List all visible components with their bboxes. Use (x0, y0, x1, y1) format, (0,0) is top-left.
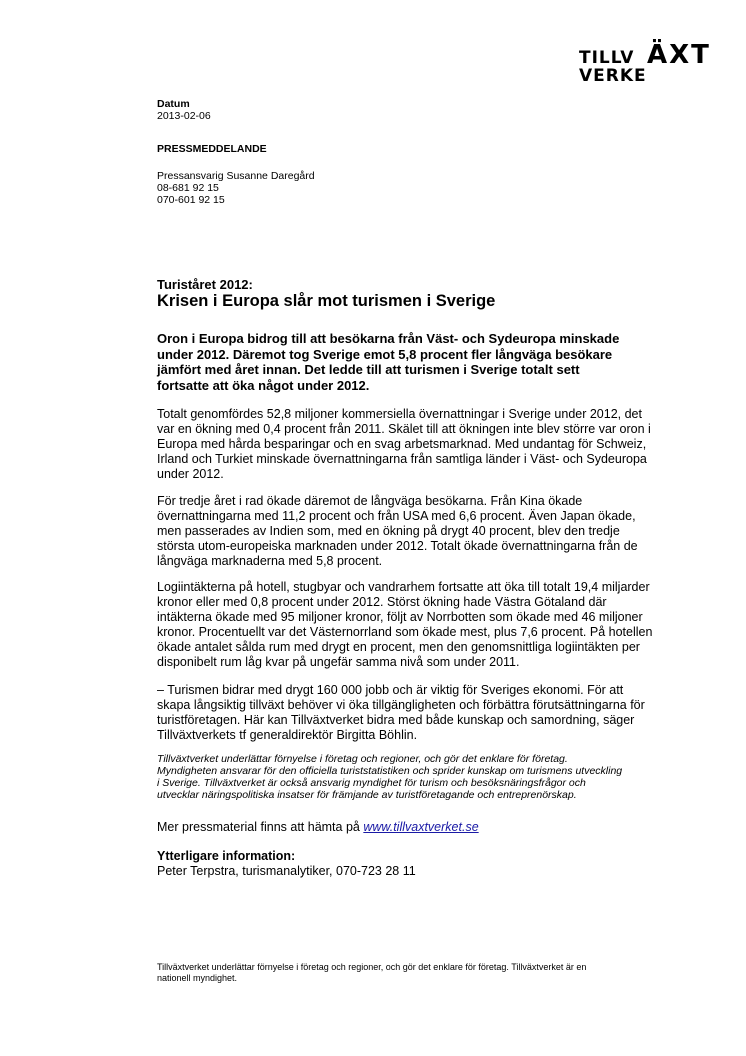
lead-line: under 2012. Däremot tog Sverige emot 5,8 procent fler långväga besökare (157, 346, 613, 362)
lead-paragraph (157, 331, 657, 393)
logo-line-2: VERKE (579, 66, 647, 86)
logo-big-letters: ÄXT (647, 40, 711, 70)
logo-line-1: TILLV (579, 48, 635, 68)
text-line: Myndigheten ansvarar för den officiella turiststatistiken och sprider kunskap om turismens utveckling (157, 765, 623, 777)
text-line: Tillväxtverkets tf generaldirektör Birgitta Böhlin. (157, 728, 418, 742)
lead-line: jämfört med året innan. Det ledde till att turismen i Sverige totalt sett (157, 362, 580, 377)
text-line: i Sverige. Tillväxtverket är också ansvarig myndighet för turism och besöksnäringsfrågor och (157, 777, 586, 789)
footer-line: nationell myndighet. (157, 973, 238, 983)
quote-paragraph (157, 683, 657, 743)
body-paragraph-3 (157, 580, 657, 670)
text-line: Europa med hårda besparingar och en svag arbetsmarknad. Med undantag för Schweiz, (157, 437, 647, 451)
document-type: PRESSMEDDELANDE (157, 143, 267, 155)
text-line: Totalt genomfördes 52,8 miljoner kommersiella övernattningar i Sverige under 2012, det (157, 407, 642, 421)
text-line: intäkterna ökade med 95 miljoner kronor, följt av Norrbotten som ökade med 46 miljoner (157, 610, 643, 624)
text-line: övernattningarna med 11,2 procent och från USA med 6,6 procent. Även Japan ökade, (157, 509, 636, 523)
press-contact-name: Pressansvarig Susanne Daregård (157, 170, 315, 182)
text-line: men passerades av Indien som, med en ökning på drygt 40 procent, blev den tredje (157, 524, 620, 538)
date-label: Datum (157, 98, 190, 110)
text-line: största utom-europeiska marknaden under 2012. Totalt ökade övernattningarna från de (157, 539, 638, 553)
text-line: disponibelt rum låg kvar på ungefär samma nivå som under 2011. (157, 655, 520, 669)
text-line: kronor eller med 0,8 procent under 2012. Störst ökning hade Västra Götaland där (157, 595, 607, 609)
more-material-line (157, 820, 657, 835)
footer-line: Tillväxtverket underlättar förnyelse i företag och regioner, och gör det enklare för företag. Tillväxtverket är en (157, 962, 587, 972)
press-contact-phone-2: 070-601 92 15 (157, 194, 225, 206)
lead-line: fortsatte att öka något under 2012. (157, 377, 370, 393)
text-line: Logiintäkterna på hotell, stugbyar och vandrarhem fortsatte att öka till totalt 19,4 miljarder (157, 580, 650, 594)
text-line: långväga marknaderna med 5,8 procent. (157, 554, 383, 568)
further-info-contact: Peter Terpstra, turismanalytiker, 070-723 28 11 (157, 864, 416, 878)
text-line: Tillväxtverket underlättar förnyelse i företag och regioner, och gör det enklare för företag. (157, 753, 568, 765)
text-line: Irland och Turkiet minskade övernattningarna från samtliga länder i Väst- och Sydeuropa (157, 452, 647, 466)
website-link[interactable]: www.tillvaxtverket.se (363, 820, 479, 834)
text-line: – Turismen bidrar med drygt 160 000 jobb och är viktig för Sveriges ekonomi. För att (157, 683, 624, 697)
text-line: utvecklar näringspolitiska insatser för främjande av turistföretagande och entreprenörskap. (157, 789, 577, 801)
text-line: var en ökning med 0,4 procent från 2011. Skälet till att ökningen inte blev större var oron i (157, 422, 651, 436)
press-contact-phone-1: 08-681 92 15 (157, 182, 219, 194)
body-paragraph-2 (157, 494, 657, 569)
lead-line: Oron i Europa bidrog till att besökarna från Väst- och Sydeuropa minskade (157, 331, 620, 346)
body-paragraph-1 (157, 407, 657, 482)
text-line: kronor. Procentuellt var det Västernorrland som ökade mest, plus 7,6 procent. På hotellen (157, 625, 653, 639)
date-value: 2013-02-06 (157, 110, 211, 122)
text-line: under 2012. (157, 467, 224, 481)
more-material-text: Mer pressmaterial finns att hämta på (157, 820, 364, 834)
article-kicker: Turiståret 2012: (157, 277, 253, 292)
text-line: ökade antalet sålda rum med drygt en procent, men den genomsnittliga logiintäkten per (157, 640, 640, 654)
about-agency-paragraph (157, 753, 657, 801)
text-line: skapa långsiktig tillväxt behöver vi öka tillgängligheten och förbättra förutsättningarna för (157, 698, 645, 712)
article-title: Krisen i Europa slår mot turismen i Sverige (157, 292, 496, 310)
further-info-heading: Ytterligare information: (157, 849, 296, 863)
page-footer (157, 962, 677, 984)
text-line: För tredje året i rad ökade däremot de långväga besökarna. Från Kina ökade (157, 494, 583, 508)
tillvaxtverket-logo (579, 40, 711, 86)
text-line: turistföretagen. Här kan Tillväxtverket bidra med både kunskap och samordning, säger (157, 713, 635, 727)
